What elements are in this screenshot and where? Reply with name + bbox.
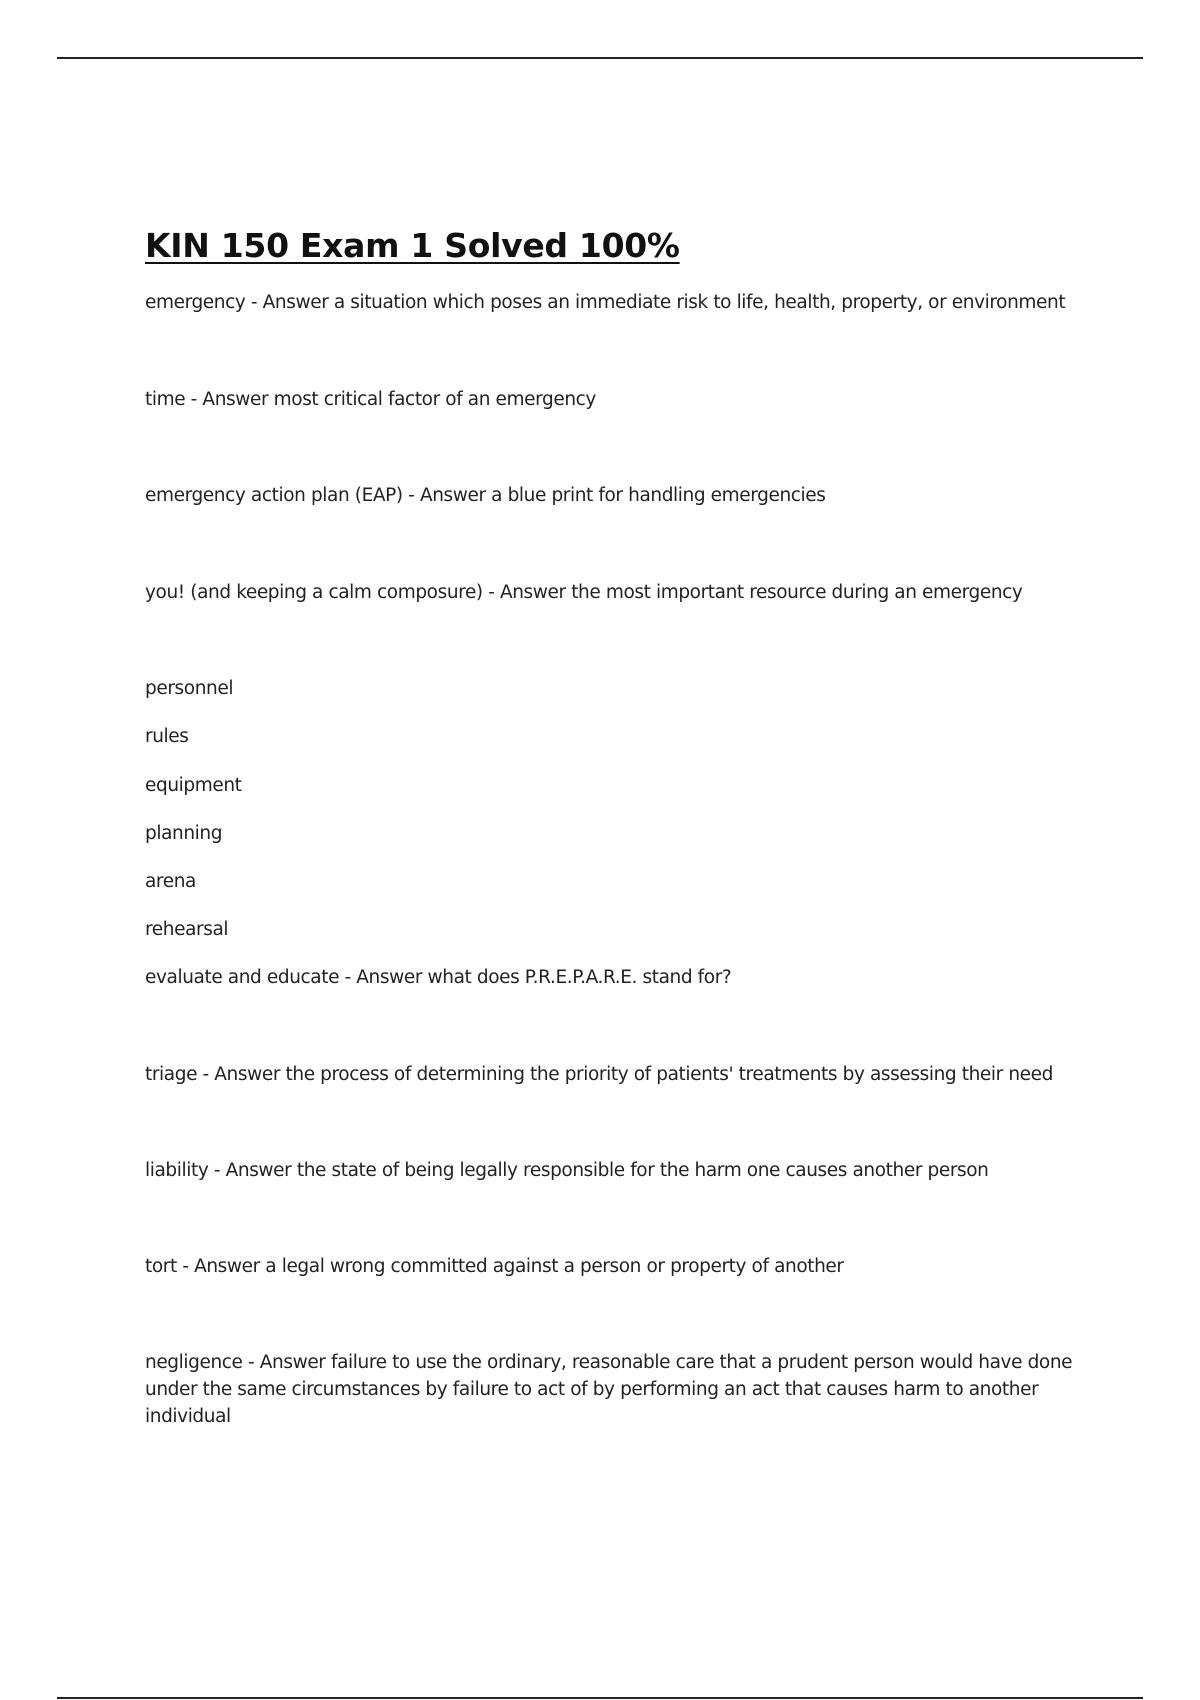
entry-negligence: negligence - Answer failure to use the ordinary, reasonable care that a prudent person would have done under the same circumstances by failure to act of by performing an act that causes harm to another individual [145, 1352, 1073, 1427]
entry-tort: tort - Answer a legal wrong committed against a person or property of another [145, 1256, 844, 1277]
list-item-rules: rules [145, 726, 189, 747]
list-item-personnel: personnel [145, 678, 234, 699]
entry-emergency: emergency - Answer a situation which poses an immediate risk to life, health, property, or environment [145, 292, 1066, 313]
entry-time: time - Answer most critical factor of an emergency [145, 389, 596, 410]
entry-you: you! (and keeping a calm composure) - Answer the most important resource during an emergency [145, 582, 1023, 603]
entry-liability: liability - Answer the state of being legally responsible for the harm one causes another person [145, 1160, 989, 1181]
list-item-planning: planning [145, 823, 223, 844]
list-item-arena: arena [145, 871, 196, 892]
list-item-rehearsal: rehearsal [145, 919, 229, 940]
top-rule [57, 57, 1143, 59]
entry-evaluate-educate: evaluate and educate - Answer what does P.R.E.P.A.R.E. stand for? [145, 967, 732, 988]
document-title: KIN 150 Exam 1 Solved 100% [145, 226, 680, 265]
bottom-rule [57, 1697, 1143, 1699]
entry-triage: triage - Answer the process of determining the priority of patients' treatments by assessing their need [145, 1064, 1053, 1085]
entry-eap: emergency action plan (EAP) - Answer a blue print for handling emergencies [145, 485, 826, 506]
list-item-equipment: equipment [145, 775, 242, 796]
